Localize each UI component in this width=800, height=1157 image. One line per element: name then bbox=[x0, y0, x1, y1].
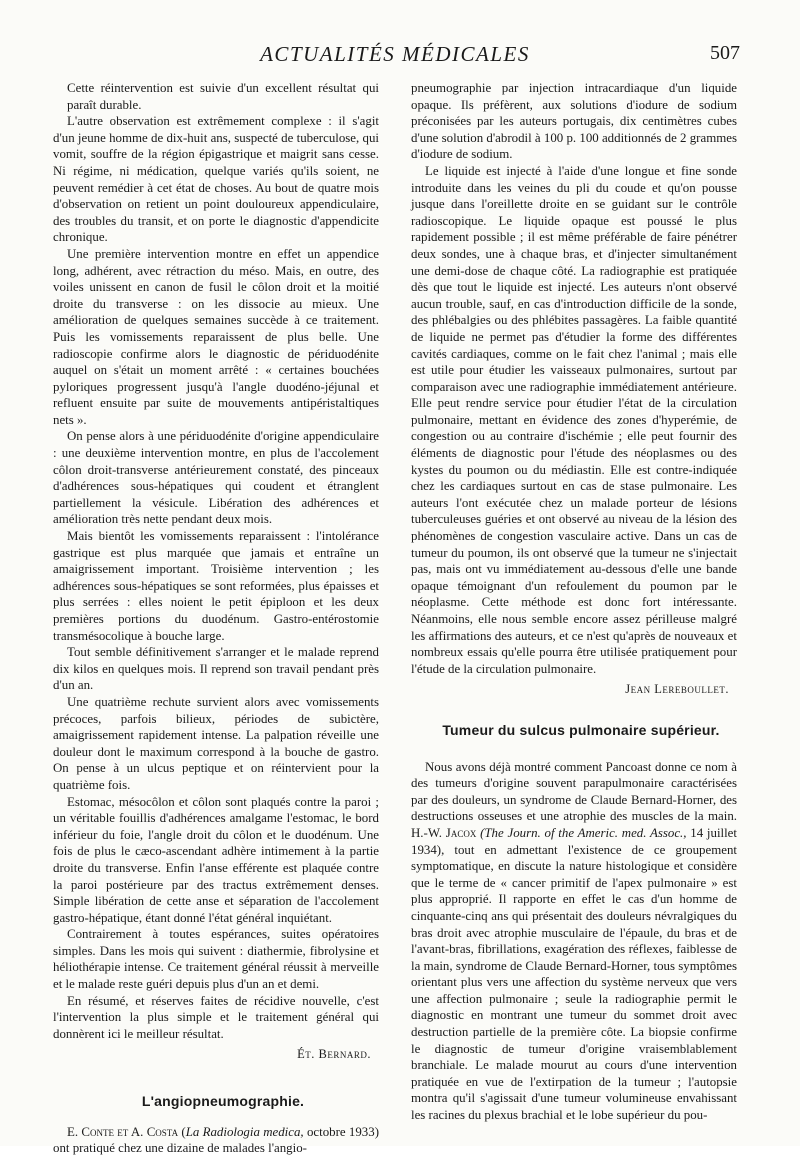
running-title: ACTUALITÉS MÉDICALES bbox=[260, 42, 530, 66]
paragraph: Estomac, mésocôlon et côlon sont plaqués contre la paroi ; un véritable fouillis d'adhérences amalgame l'estomac, le bord inférieur du foie, l'angle droit du côlon et le duodénum. Une fois de plus le cæco-ascendant adhère intimement à la partie droite du transverse. Enfin l'anse efférente est plaquée contre la paroi postérieure par des tractus extrêmement denses. Simple libération de cette anse et séparation de l'accolement gastro-hépatique, étant donné l'état général inquiétant. bbox=[53, 794, 379, 925]
article-authors: E. Conte et A. Costa bbox=[67, 1124, 179, 1139]
paragraph: Tout semble définitivement s'arranger et le malade reprend dix kilos en quelques mois. Il reprend son travail pendant près d'un an. bbox=[53, 645, 379, 693]
right-column bbox=[411, 80, 737, 1124]
author-signature: Ét. Bernard. bbox=[297, 1047, 371, 1062]
paragraph: Mais bientôt les vomissements reparaissent : l'intolérance gastrique est plus marquée que jamais et entraîne un amaigrissement important. Troisième intervention ; les adhérences sous-hépatiques se sont reformées, plus épaisses et plus serrées : elles noient le petit épiploon et les deux premières portions du duodénum. Gastro-entérostomie transmésocolique à bouche large. bbox=[53, 529, 379, 643]
paragraph: On pense alors à une périduodénite d'origine appendiculaire : une deuxième intervention montre, en plus de l'accolement côlon droit-transverse antérieurement constaté, des pinceaux d'adhérences sous-hépatiques qui coudent et étranglent partiellement la vésicule. Libération des adhérences et amélioration très nette pendant deux mois. bbox=[53, 429, 379, 527]
paragraph: Contrairement à toutes espérances, suites opératoires simples. Dans les mois qui suivent : diathermie, fibrolysine et héliothérapie intense. Ce traitement général réussit à merveille et le malade reste guéri depuis plus d'un an et demi. bbox=[53, 927, 379, 992]
section-title-tumeur-sulcus: Tumeur du sulcus pulmonaire supérieur. bbox=[442, 721, 720, 738]
paragraph: En résumé, et réserves faites de récidive nouvelle, c'est l'intervention la plus simple et le traitement général qui donnèrent ici le meilleur résultat. bbox=[53, 993, 379, 1041]
paragraph: Le liquide est injecté à l'aide d'une longue et fine sonde introduite dans les veines du pli du coude et qu'on pousse jusque dans l'oreillette droite en se guidant sur le contrôle radioscopique. Le liquide opaque est poussé le plus rapidement possible ; il est même préférable de faire pénétrer deux sondes, une à chaque bras, et d'injecter simultanément une demi-dose de chaque côté. La radiographie est pratiquée dès que tout le liquide est injecté. Les auteurs n'ont observé aucun trouble, sauf, en cas d'introduction difficile de la sonde, des phlébalgies ou des phlébites passagères. La faible quantité de liquide ne permet pas d'étudier la forme des différentes cavités cardiaques, comme on le fait chez l'animal ; mais elle est utile pour étudier les vaisseaux pulmonaires, surtout par comparaison avec une radiographie immédiatement antérieure. Elle peut rendre service pour étudier l'état de la circulation pulmonaire, mettant en évidence des zones d'hyperémie, de congestion ou au contraire d'ischémie ; elle peut fournir des éléments de diagnostic pour l'étude des néoplasmes ou des kystes du poumon ou du médiastin. Elle est contre-indiquée chez les cardiaques surtout en cas de stase pulmonaire. Les auteurs l'ont exécutée chez un malade porteur de lésions tuberculeuses guéries et ont observé au niveau de la lésion des phénomènes de congestion vasculaire active. Dans un cas de tumeur du poumon, ils ont observé que la tumeur ne s'injectait pas, mais ont vu immédiatement au-dessous d'elle une bande opaque témoignant d'un refoulement du poumon par le néoplasme. Cette méthode est donc fort intéressante. Néanmoins, elle nous semble encore assez périlleuse malgré les affirmations des auteurs, et ce n'est qu'après de nouveaux et nombreux essais qu'elle pourra être utilisée pratiquement pour l'étude de la circulation pulmonaire. bbox=[411, 163, 737, 676]
paragraph: pneumographie par injection intracardiaque d'un liquide opaque. Ils préfèrent, aux solutions d'iodure de sodium préconisées par les auteurs portugais, dix centimètres cubes d'une solution d'abrodil à 100 p. 100 additionnés de 2 grammes d'iodure de sodium. bbox=[411, 81, 737, 162]
paragraph: Cette réintervention est suivie d'un excellent résultat qui paraît durable. bbox=[67, 81, 379, 112]
paragraph-text: 14 juillet 1934), tout en admettant l'existence de ce groupement symptomatique, en discute la nature histologique et considère que le terme de « cancer primitif de l'apex pulmonaire » est plus approprié. Il rapporte en effet le cas d'un homme de cinquante-cinq ans qui présentait des douleurs névralgiques du bras droit avec atrophie musculaire de l'épaule, du bras et de l'avant-bras, fibrillations, exagération des réflexes, faiblesse de la main, syndrome de Claude Bernard-Horner, tous symptômes orientant plus vers une affection du système nerveux que vers une affection pulmonaire ; seule la radiographie permit le diagnostic en montrant une tumeur du sommet droit avec destruction partielle de la première côte. La biopsie confirme le diagnostic de tumeur d'origine vraisemblablement branchiale. Le malade mourut au cours d'une intervention pratiquée en vue de l'extirpation de la tumeur ; l'autopsie montra qu'il s'agissait d'une tumeur volumineuse envahissant les racines du plexus brachial et le lobe supérieur du pou- bbox=[411, 825, 737, 1123]
paragraph: L'autre observation est extrêmement complexe : il s'agit d'un jeune homme de dix-huit ans, suspecté de tuberculose, qui vomit, souffre de la région épigastrique et maigrit sans cesse. Ni régime, ni médication, quelque variés qu'ils soient, ne peuvent remédier à cet état de choses. Au bout de quatre mois d'observation on retient un point douloureux appendiculaire, des troubles du transit, et on porte le diagnostic d'appendicite chronique. bbox=[53, 114, 379, 245]
paragraph-text: Nous avons déjà montré comment Pancoast donne ce nom à des tumeurs d'origine souvent parapulmonaire caractérisées par des douleurs, un syndrome de Claude Bernard-Horner, des destructions osseuses et une atrophie des muscles de la main. H.-W. bbox=[411, 759, 737, 840]
journal-title: (The Journ. of the Americ. med. Assoc., bbox=[480, 825, 687, 840]
paragraph: Une première intervention montre en effet un appendice long, adhérent, avec rétraction du méso. Mais, en outre, des voiles unissent en canon de fusil le côlon droit et la moitié droite du transverse : on les dissocie au mieux. Une amélioration de quelques semaines succède à ce traitement. Puis les vomissements reparaissent de plus belle. Une radioscopie confirme alors le diagnostic de périduodénite auquel on s'était un moment arrêté : « certaines bouchées pyloriques progressent jusqu'à l'angle duodéno-jéjunal et refluent ensuite par suite de mouvements antipéristaltiques nets ». bbox=[53, 246, 379, 427]
article-author: Jacox bbox=[445, 825, 477, 840]
section-title-angiopneumographie: L'angiopneumographie. bbox=[141, 1093, 305, 1110]
paragraph: Une quatrième rechute survient alors avec vomissements précoces, parfois bilieux, périodes de subictère, amaigrissement rapidement intense. La palpation réveille une douleur dont le maximum correspond à la bouche de gastro. On pense à un ulcus peptique et on réintervient pour la quatrième fois. bbox=[53, 694, 379, 792]
paragraph-text: octobre 1933) ont pratiqué chez une dizaine de malades l'angio- bbox=[53, 1124, 379, 1156]
paragraph: E. Conte et A. Costa (La Radiologia medica, octobre 1933) ont pratiqué chez une dizaine de malades l'angio- bbox=[53, 1124, 379, 1156]
journal-title: La Radiologia medica, bbox=[185, 1124, 304, 1139]
page-number: 507 bbox=[710, 42, 740, 64]
left-column bbox=[53, 80, 379, 1157]
running-head bbox=[50, 42, 740, 72]
author-signature: Jean Lereboullet. bbox=[625, 682, 729, 697]
paragraph bbox=[411, 759, 737, 1124]
